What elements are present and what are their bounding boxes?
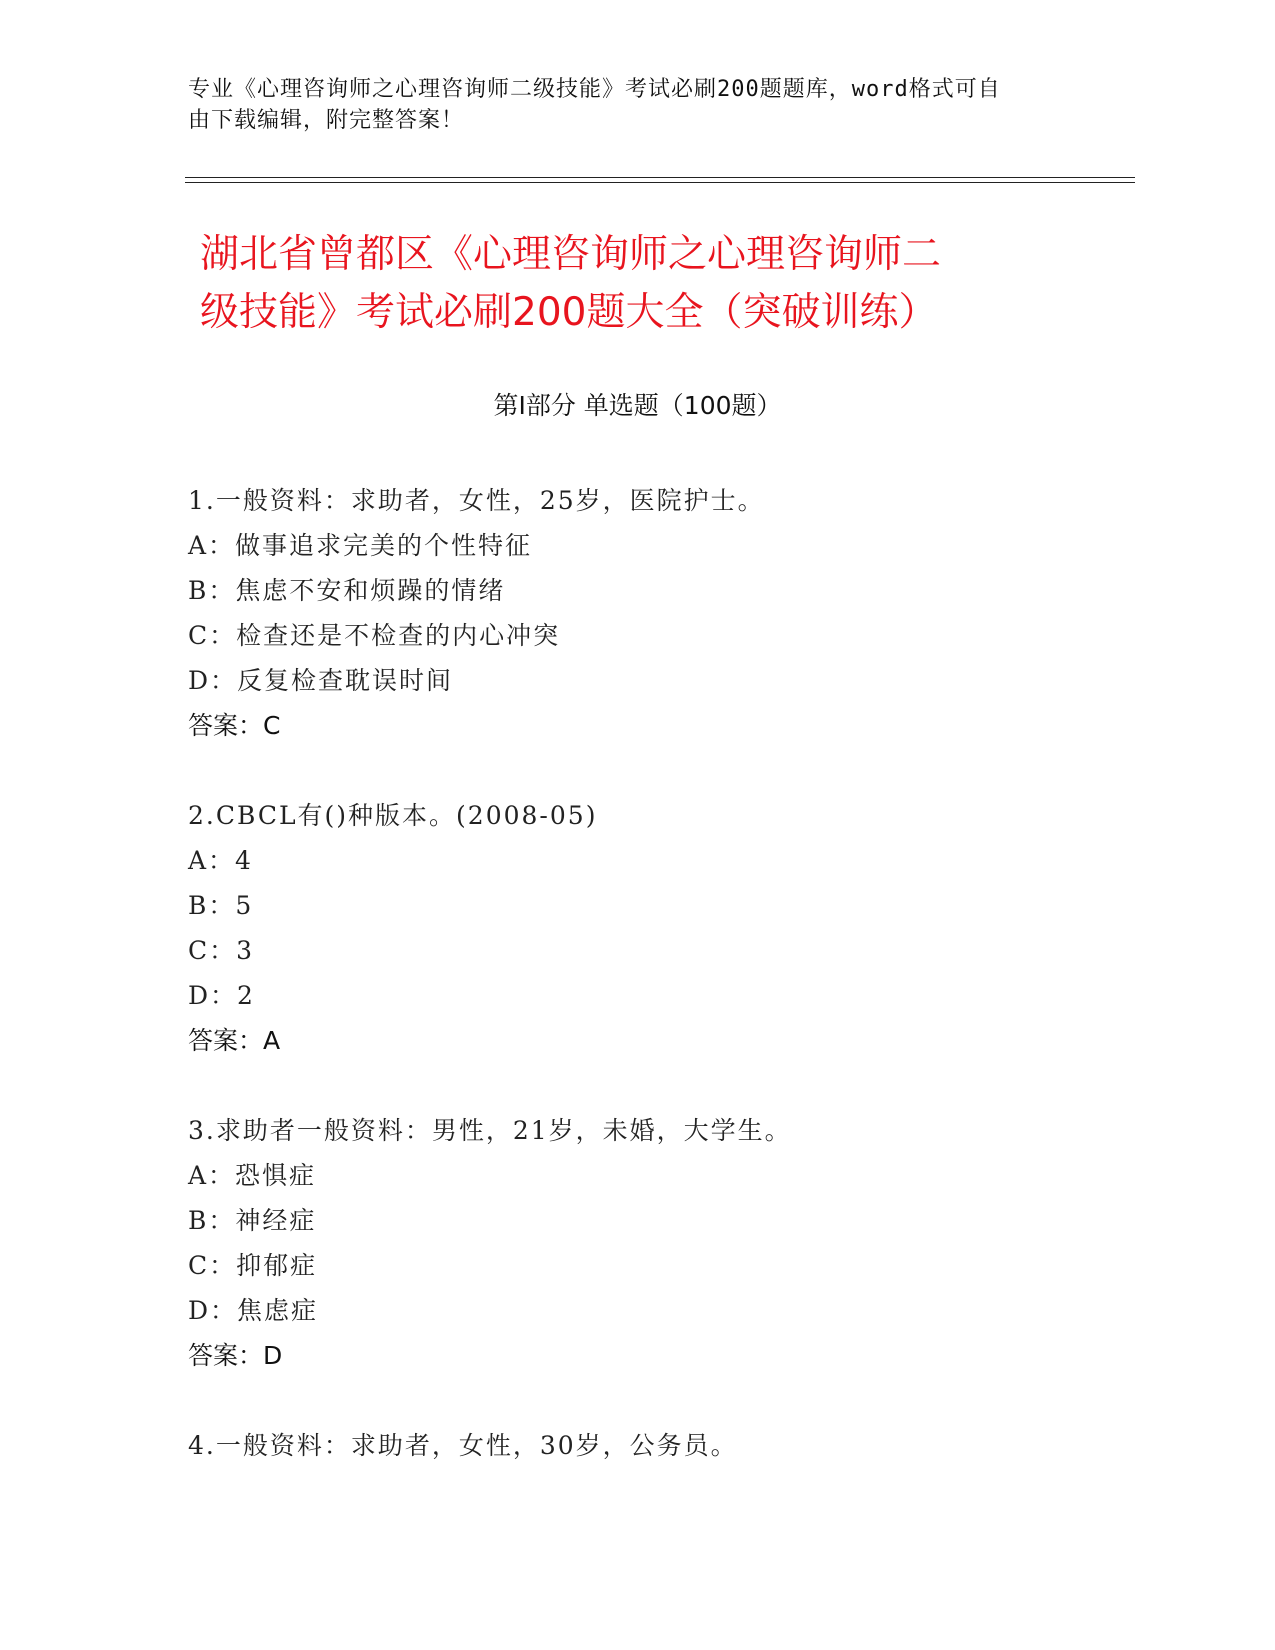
answer: 答案：D [188, 1341, 283, 1370]
question-text: 3.求助者一般资料：男性，21岁，未婚，大学生。 [188, 1116, 792, 1145]
option-c: C：检查还是不检查的内心冲突 [188, 621, 561, 650]
header-note-line-1: 专业《心理咨询师之心理咨询师二级技能》考试必刷200题题库，word格式可自 [188, 77, 1001, 102]
header-note [188, 74, 1088, 136]
option-a: A：4 [188, 846, 253, 875]
option-b: B：5 [188, 891, 254, 920]
document-title [200, 226, 1080, 342]
option-b: B：焦虑不安和烦躁的情绪 [188, 576, 506, 605]
question-text: 1.一般资料：求助者，女性，25岁，医院护士。 [188, 486, 765, 515]
option-d: D：2 [188, 981, 255, 1010]
question-item [188, 478, 1138, 748]
option-a: A：恐惧症 [188, 1161, 317, 1190]
question-text: 2.CBCL有()种版本。(2008-05) [188, 801, 598, 830]
document-title-line-1: 湖北省曾都区《心理咨询师之心理咨询师二 [200, 232, 942, 277]
question-item [188, 793, 1138, 1063]
option-c: C：抑郁症 [188, 1251, 318, 1280]
answer: 答案：C [188, 711, 281, 740]
spacer [188, 1378, 1138, 1423]
answer: 答案：A [188, 1026, 281, 1055]
option-d: D：反复检查耽误时间 [188, 666, 454, 695]
header-note-line-2: 由下载编辑，附完整答案！ [188, 108, 465, 133]
question-item [188, 1108, 1138, 1378]
header-divider-top [185, 177, 1135, 178]
question-item [188, 1423, 1138, 1468]
option-d: D：焦虑症 [188, 1296, 319, 1325]
section-title: 第Ⅰ部分 单选题（100题） [493, 391, 782, 420]
option-b: B：神经症 [188, 1206, 317, 1235]
document-title-line-2: 级技能》考试必刷200题大全（突破训练） [200, 290, 938, 335]
option-c: C：3 [188, 936, 255, 965]
option-a: A：做事追求完美的个性特征 [188, 531, 533, 560]
header-divider-bottom [185, 182, 1135, 183]
question-list [188, 478, 1138, 1468]
spacer [188, 1063, 1138, 1108]
spacer [188, 748, 1138, 793]
question-text: 4.一般资料：求助者，女性，30岁，公务员。 [188, 1431, 738, 1460]
